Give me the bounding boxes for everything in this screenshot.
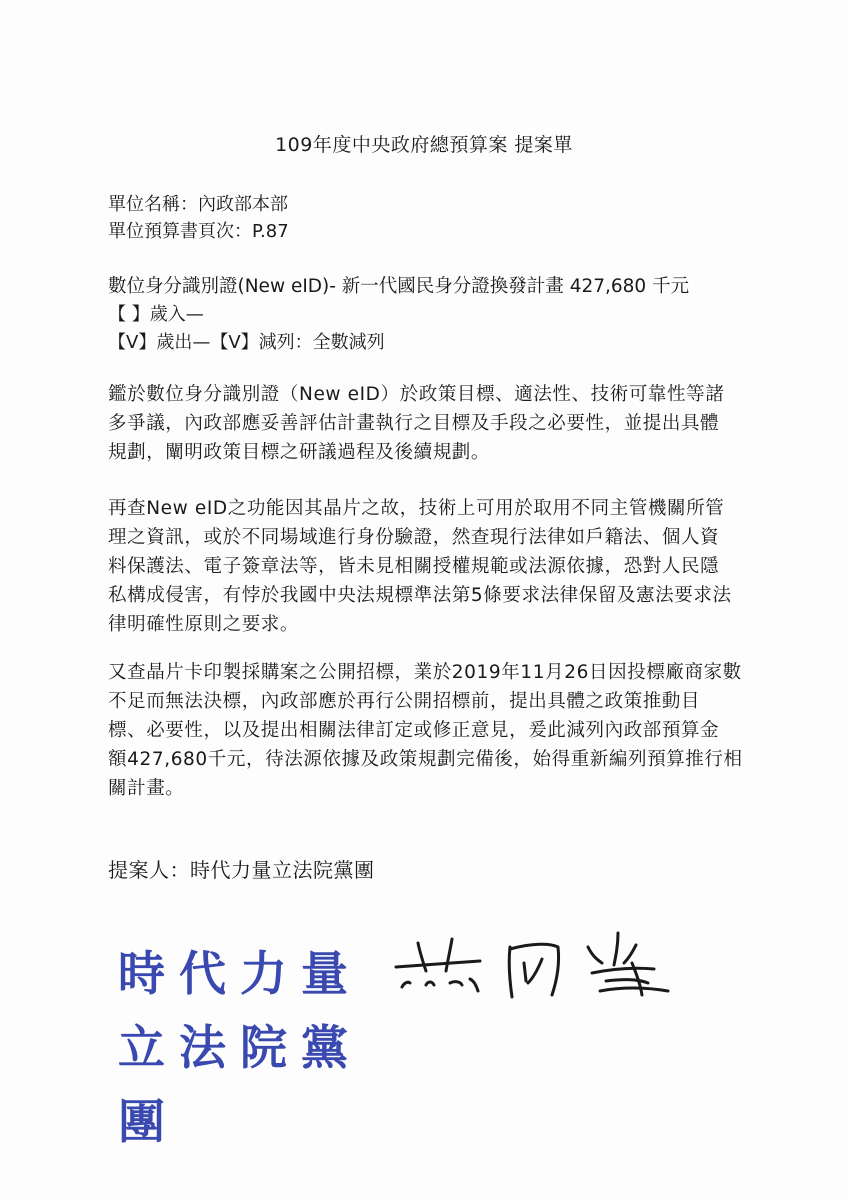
paragraph-1-line: 鑑於數位身分識別證（New eID）於政策目標、適法性、技術可靠性等諸 [108, 384, 725, 405]
paragraph-2-line: 律明確性原則之要求。 [108, 614, 300, 635]
paragraph-3-line: 關計畫。 [108, 778, 185, 799]
stamp-line-2: 立法院黨團 [118, 1021, 362, 1150]
proposer: 提案人：時代力量立法院黨團 [108, 858, 375, 882]
handwritten-signature [392, 925, 682, 1005]
paragraph-3-line: 又查晶片卡印製採購案之公開招標，業於2019年11月26日因投標廠商家數 [108, 662, 742, 683]
paragraph-1-line: 規劃，闡明政策目標之研議過程及後續規劃。 [108, 442, 491, 463]
paragraph-2-line: 私構成侵害，有悖於我國中央法規標準法第5條要求法律保留及憲法要求法 [108, 585, 732, 606]
paragraph-2 [108, 494, 768, 639]
unit-name: 單位名稱：內政部本部 [108, 194, 288, 215]
paragraph-3-line: 額427,680千元，待法源依據及政策規劃完備後，始得重新編列預算推行相 [108, 749, 743, 770]
paragraph-3-line: 標、必要性，以及提出相關法律訂定或修正意見，爰此減列內政部預算金 [108, 720, 720, 741]
party-caucus-stamp [118, 938, 368, 1160]
paragraph-2-line: 料保護法、電子簽章法等，皆未見相關授權規範或法源依據，恐對人民隱 [108, 556, 720, 577]
paragraph-1-line: 多爭議，內政部應妥善評估計畫執行之目標及手段之必要性，並提出具體 [108, 413, 720, 434]
paragraph-1 [108, 380, 768, 467]
stamp-line-1: 時代力量 [118, 947, 362, 1002]
expenditure-line: 【V】歲出—【V】減列：全數減列 [108, 332, 385, 353]
paragraph-3-line: 不足而無法決標，內政部應於再行公開招標前，提出具體之政策推動目 [108, 691, 701, 712]
revenue-line: 【 】歲入— [108, 304, 204, 325]
program-line: 數位身分識別證(New eID)- 新一代國民身分證換發計畫 427,680 千元 [108, 276, 690, 297]
paragraph-2-line: 再查New eID之功能因其晶片之故，技術上可用於取用不同主管機關所管 [108, 498, 725, 519]
paragraph-2-line: 理之資訊，或於不同場域進行身份驗證，然查現行法律如戶籍法、個人資 [108, 527, 720, 548]
paragraph-3 [108, 658, 768, 803]
document-title: 109年度中央政府總預算案 提案單 [275, 134, 573, 156]
budget-page: 單位預算書頁次：P.87 [108, 221, 289, 242]
